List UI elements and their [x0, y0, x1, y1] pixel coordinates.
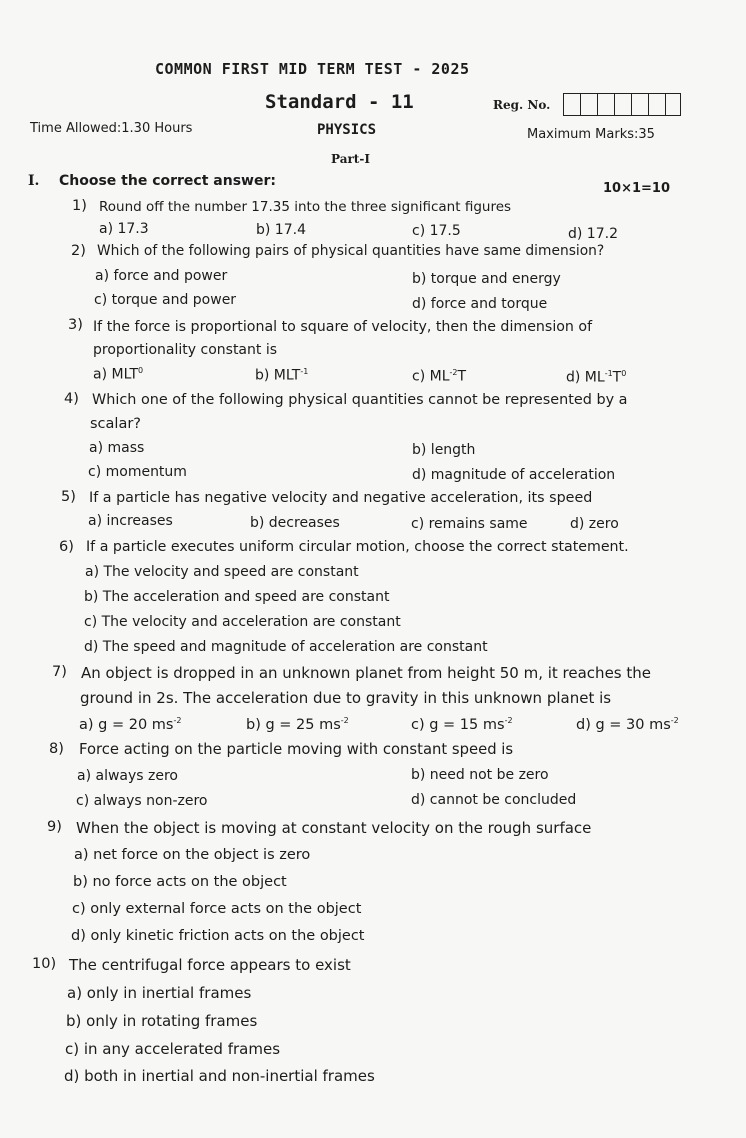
option-b — [255, 367, 308, 384]
option-text: a) g = 20 ms — [79, 716, 174, 733]
question-number: 2) — [71, 243, 86, 259]
question-number: 1) — [72, 198, 87, 214]
question-number: 4) — [64, 391, 79, 407]
option-a: a) only in inertial frames — [67, 984, 252, 1002]
question-number: 8) — [49, 741, 64, 757]
question-text: If a particle has negative velocity and negative acceleration, its speed — [89, 490, 593, 506]
option-text: T — [612, 369, 622, 386]
section-numeral: I. — [28, 173, 40, 189]
option-c: c) always non-zero — [76, 793, 208, 809]
option-text: d) g = 30 ms — [576, 716, 671, 733]
exponent: -2 — [340, 716, 349, 725]
option-a: a) The velocity and speed are constant — [85, 564, 359, 580]
option-d: d) cannot be concluded — [411, 792, 577, 808]
option-a — [79, 716, 181, 733]
option-d: d) 17.2 — [568, 226, 618, 242]
exponent: -1 — [604, 369, 613, 378]
question-text: When the object is moving at constant velocity on the rough surface — [76, 819, 592, 837]
option-text: b) g = 25 ms — [246, 716, 341, 733]
option-c: c) remains same — [411, 516, 528, 532]
option-c: c) momentum — [88, 464, 187, 480]
option-d — [566, 369, 626, 386]
option-c: c) in any accelerated frames — [65, 1040, 281, 1058]
option-c — [412, 368, 466, 385]
option-b: b) decreases — [250, 515, 340, 531]
option-b: b) torque and energy — [412, 271, 561, 287]
option-a: a) mass — [89, 440, 145, 456]
exponent: 0 — [621, 369, 627, 378]
time-allowed: Time Allowed:1.30 Hours — [30, 121, 193, 136]
option-a — [93, 366, 143, 383]
part-label: Part-I — [331, 152, 370, 166]
option-text: d) ML — [566, 369, 605, 386]
reg-no-boxes — [563, 93, 681, 116]
section-marks: 10×1=10 — [603, 181, 671, 196]
option-d — [576, 716, 679, 733]
question-text: Which of the following pairs of physical quantities have same dimension? — [97, 243, 605, 259]
exponent: -2 — [670, 716, 679, 725]
option-b — [246, 716, 349, 733]
question-text: proportionality constant is — [93, 342, 278, 358]
exponent: -2 — [173, 716, 182, 725]
option-text: c) g = 15 ms — [411, 716, 505, 733]
question-text: Force acting on the particle moving with constant speed is — [79, 741, 514, 758]
question-text: If a particle executes uniform circular motion, choose the correct statement. — [86, 539, 629, 555]
option-b: b) length — [412, 442, 476, 458]
option-d: d) force and torque — [412, 296, 548, 312]
option-a: a) always zero — [77, 768, 178, 784]
exponent: 0 — [138, 366, 144, 375]
question-number: 7) — [52, 664, 67, 680]
option-a: a) increases — [88, 513, 173, 529]
question-text: Round off the number 17.35 into the three significant figures — [99, 199, 512, 215]
option-a: a) force and power — [95, 268, 228, 284]
option-a: a) 17.3 — [99, 221, 149, 237]
option-a: a) net force on the object is zero — [74, 847, 311, 863]
option-b: b) The acceleration and speed are constant — [84, 589, 390, 605]
reg-no-label: Reg. No. — [493, 98, 551, 112]
option-c: c) 17.5 — [412, 223, 461, 239]
option-c: c) torque and power — [94, 292, 237, 308]
option-d: d) The speed and magnitude of acceleration are constant — [84, 639, 488, 655]
question-number: 5) — [61, 489, 76, 505]
exponent: -2 — [449, 368, 458, 377]
option-d: d) zero — [570, 516, 619, 532]
option-b: b) 17.4 — [256, 222, 306, 238]
standard-label: Standard - 11 — [265, 91, 414, 113]
option-text: T — [457, 368, 467, 385]
question-number: 9) — [47, 819, 62, 835]
option-b: b) no force acts on the object — [73, 874, 287, 890]
exponent: -1 — [300, 367, 309, 376]
question-text: The centrifugal force appears to exist — [69, 956, 351, 974]
max-marks: Maximum Marks:35 — [527, 127, 655, 142]
option-d: d) only kinetic friction acts on the object — [71, 928, 365, 944]
option-text: c) ML — [412, 368, 450, 385]
option-text: b) MLT — [255, 367, 301, 384]
question-number: 10) — [32, 956, 57, 972]
option-c — [411, 716, 513, 733]
exponent: -2 — [504, 716, 513, 725]
section-instruction: Choose the correct answer: — [59, 173, 276, 189]
option-c: c) The velocity and acceleration are constant — [84, 614, 401, 630]
question-text: If the force is proportional to square of velocity, then the dimension of — [93, 319, 593, 335]
option-b: b) need not be zero — [411, 767, 549, 783]
question-text: An object is dropped in an unknown planet from height 50 m, it reaches the — [81, 664, 651, 682]
question-text: Which one of the following physical quantities cannot be represented by a — [92, 392, 628, 408]
question-number: 6) — [59, 539, 74, 555]
question-text: scalar? — [90, 416, 141, 432]
subject-label: PHYSICS — [317, 122, 377, 138]
option-c: c) only external force acts on the object — [72, 901, 362, 917]
option-text: a) MLT — [93, 366, 138, 383]
exam-title: COMMON FIRST MID TERM TEST - 2025 — [155, 60, 470, 78]
option-d: d) magnitude of acceleration — [412, 467, 616, 483]
option-b: b) only in rotating frames — [66, 1012, 258, 1030]
question-text: ground in 2s. The acceleration due to gravity in this unknown planet is — [80, 689, 612, 707]
question-number: 3) — [68, 317, 83, 333]
option-d: d) both in inertial and non-inertial frames — [64, 1067, 375, 1085]
